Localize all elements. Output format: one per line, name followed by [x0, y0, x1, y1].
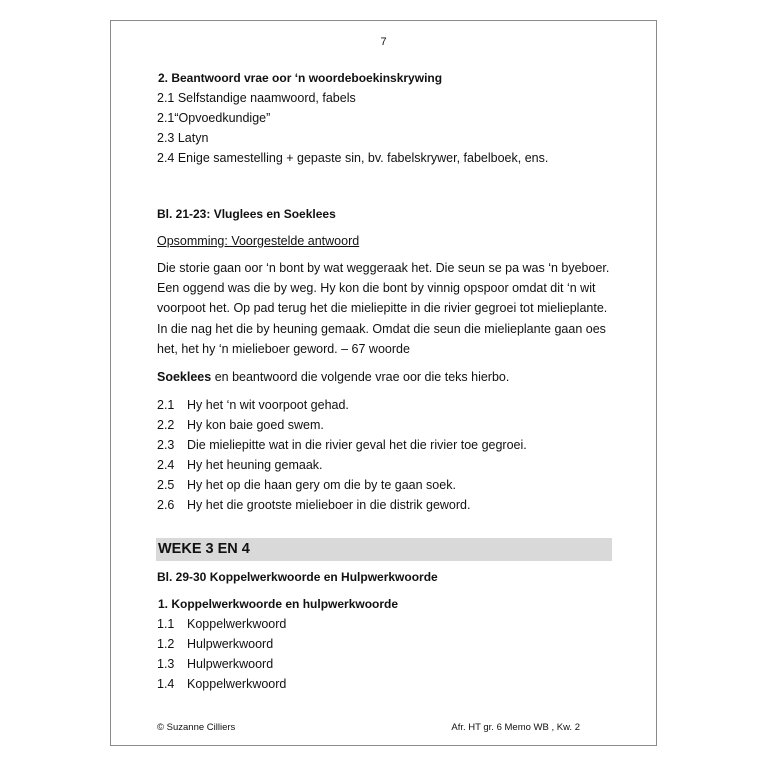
answer-number: 1.2	[157, 637, 175, 651]
answer-row	[157, 418, 324, 432]
summary-subheading: Opsomming: Voorgestelde antwoord	[157, 234, 360, 248]
answer-number: 1.1	[157, 617, 175, 631]
answer-text: Koppelwerkwoord	[187, 677, 287, 691]
answer-number: 1.4	[157, 677, 175, 691]
footer-copyright: © Suzanne Cilliers	[157, 722, 236, 733]
answer-row	[157, 478, 456, 492]
answer-row	[157, 398, 349, 412]
dictionary-answer: 2.1“Opvoedkundige”	[157, 111, 271, 125]
answer-number: 2.6	[157, 498, 175, 512]
answer-number: 2.1	[157, 398, 175, 412]
section-heading-reading: Bl. 21-23: Vluglees en Soeklees	[157, 207, 336, 221]
answer-text: Hulpwerkwoord	[187, 637, 274, 651]
answer-text: Die mieliepitte wat in die rivier geval het die rivier toe gegroei.	[187, 438, 527, 452]
answer-row	[157, 637, 273, 651]
document-page	[110, 20, 657, 746]
answer-text: Koppelwerkwoord	[187, 617, 287, 631]
answer-row	[157, 498, 470, 512]
answer-text: Hulpwerkwoord	[187, 657, 274, 671]
answer-number: 2.2	[157, 418, 175, 432]
answer-number: 2.3	[157, 438, 175, 452]
answer-row	[157, 657, 273, 671]
section-heading-verbs: Bl. 29-30 Koppelwerkwoorde en Hulpwerkwoorde	[157, 570, 438, 584]
weeks-banner	[156, 538, 612, 561]
dictionary-answer: 2.1 Selfstandige naamwoord, fabels	[157, 91, 356, 105]
section-heading-dictionary: 2. Beantwoord vrae oor ‘n woordeboekinskrywing	[158, 71, 443, 85]
soeklees-text: en beantwoord die volgende vrae oor die teks hierbo.	[211, 370, 510, 384]
answer-text: Hy kon baie goed swem.	[187, 418, 324, 432]
soeklees-bold: Soeklees	[157, 370, 212, 384]
dictionary-answer: 2.4 Enige samestelling + gepaste sin, bv. fabelskrywer, fabelboek, ens.	[157, 151, 549, 165]
answer-number: 2.4	[157, 458, 175, 472]
verbs-subheading: 1. Koppelwerkwoorde en hulpwerkwoorde	[158, 597, 399, 611]
summary-paragraph: Die storie gaan oor ‘n bont by wat weggeraak het. Die seun se pa was ‘n byeboer. Een oggend was die by weg. Hy kon die bont by vinnig opspoor omdat dit ‘n wit voorpoot het. Op pad terug het die mieliepitte in die rivier gegroei tot mielieplante. In die nag het die by heuning gemaak. Omdat die seun die mielieplante gaan oes het, het hy ‘n mielieboer geword. – 67 woorde	[157, 261, 610, 356]
answer-row	[157, 458, 323, 472]
dictionary-answer: 2.3 Latyn	[157, 131, 209, 145]
answer-number: 1.3	[157, 657, 175, 671]
answer-row	[157, 677, 286, 691]
answer-number: 2.5	[157, 478, 175, 492]
answer-text: Hy het heuning gemaak.	[187, 458, 323, 472]
answer-text: Hy het op die haan gery om die by te gaan soek.	[187, 478, 456, 492]
answer-row	[157, 438, 527, 452]
weeks-banner-text: WEKE 3 EN 4	[158, 541, 250, 557]
page-number: 7	[380, 36, 387, 48]
answer-row	[157, 617, 286, 631]
answer-text: Hy het ‘n wit voorpoot gehad.	[187, 398, 349, 412]
soeklees-instruction	[157, 370, 509, 384]
footer-title: Afr. HT gr. 6 Memo WB , Kw. 2	[451, 722, 580, 733]
answer-text: Hy het die grootste mielieboer in die distrik geword.	[187, 498, 471, 512]
